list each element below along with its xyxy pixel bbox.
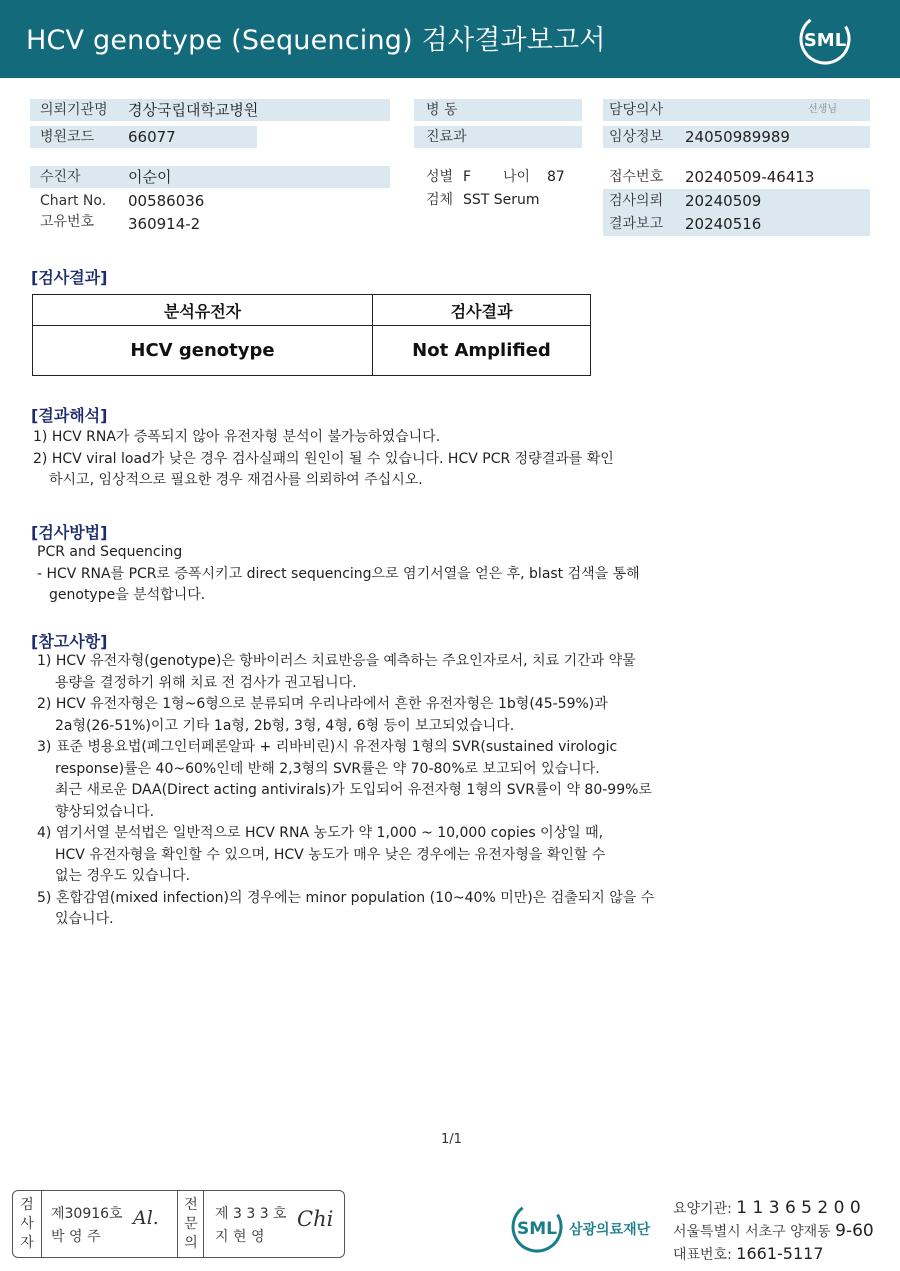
hospital-code-label: 병원코드 [40,129,95,145]
specimen-label: 검체 [426,192,454,208]
receipt-label: 접수번호 [609,169,664,185]
signature-box [12,1190,345,1258]
uid-value: 360914-2 [128,215,201,233]
tester-label-char: 사 [20,1216,34,1232]
sig-divider [203,1191,204,1257]
request-label: 검사의뢰 [609,193,664,209]
patient-value: 이순이 [128,168,172,186]
col-result-header: 검사결과 [373,295,591,326]
notes-line: 있습니다. [55,911,114,927]
sex-label: 성별 [426,169,454,185]
notes-line: response)률은 40~60%인데 반해 2,3형의 SVR률은 약 70-80%로 보고되어 있습니다. [55,760,600,777]
page-number: 1/1 [441,1132,462,1147]
phone-value: 1661-5117 [736,1244,824,1263]
org-name: 삼광의료재단 [569,1222,651,1238]
svg-text:SML: SML [803,30,847,51]
results-header-row [33,295,591,326]
interpretation-line: 하시고, 임상적으로 필요한 경우 재검사를 의뢰하여 주십시오. [49,472,423,488]
institution-label: 의뢰기관명 [40,102,108,118]
dept-label: 진료과 [426,129,467,145]
notes-line: 향상되었습니다. [55,803,155,820]
notes-line: 5) 혼합감염(mixed infection)의 경우에는 minor population (10~40% 미만)은 검출되지 않을 수 [37,889,655,906]
code-label: 요양기관: [673,1201,732,1217]
address [673,1221,874,1241]
method-heading: [검사방법] [31,523,108,542]
receipt-value: 20240509-46413 [685,168,815,186]
method-line: - HCV RNA를 PCR로 증폭시키고 direct sequencing으로 염기서열을 얻은 후, blast 검색을 통해 [37,565,640,582]
notes-heading: [참고사항] [31,632,108,651]
address-number: 9-60 [835,1221,874,1241]
specimen-value: SST Serum [463,192,540,208]
report-header [0,0,900,78]
clinical-value: 24050989989 [685,128,790,146]
report-date-label: 결과보고 [609,216,664,232]
doctor-label: 담당의사 [609,102,664,118]
tester-label-char: 검 [20,1197,34,1213]
notes-line: 2) HCV 유전자형은 1형~6형으로 분류되며 우리나라에서 흔한 유전자형은 1b형(45-59%)과 [37,696,608,712]
notes-line: 1) HCV 유전자형(genotype)은 항바이러스 치료반응을 예측하는 주요인자로서, 치료 기간과 약물 [37,653,636,669]
notes-line: 4) 염기서열 분석법은 일반적으로 HCV RNA 농도가 약 1,000 ~ 10,000 copies 이상일 때, [37,825,604,841]
hospital-code-value: 66077 [128,128,176,146]
notes-line: 최근 새로운 DAA(Direct acting antivirals)가 도입되어 유전자형 1형의 SVR률이 약 80-99%로 [55,782,652,798]
results-row [33,326,591,376]
notes-line: HCV 유전자형을 확인할 수 있으며, HCV 농도가 매우 낮은 경우에는 유전자형을 확인할 수 [55,846,606,863]
notes-line: 3) 표준 병용요법(페그인터페론알파 + 리바비린)시 유전자형 1형의 SVR(sustained virologic [37,739,618,755]
svg-text:SML: SML [517,1219,557,1239]
tester-label [17,1196,37,1253]
sig-divider [41,1191,42,1257]
result-cell: Not Amplified [373,326,591,376]
col-gene-header: 분석유전자 [33,295,373,326]
specialist-label [181,1196,201,1253]
interpretation-line: 2) HCV viral load가 낮은 경우 검사실패의 원인이 될 수 있습니다. HCV PCR 정량결과를 확인 [33,450,614,467]
gene-cell: HCV genotype [33,326,373,376]
age-label: 나이 [503,169,531,185]
chart-label: Chart No. [40,193,107,209]
specialist-label-char: 문 [184,1216,198,1232]
sig-divider [177,1191,178,1257]
phone-label: 대표번호: [673,1247,732,1263]
sml-footer-logo [510,1200,565,1255]
notes-line: 용량을 결정하기 위해 치료 전 검사가 권고됩니다. [55,674,357,691]
age-value: 87 [547,169,565,185]
specialist-label-char: 의 [184,1235,198,1251]
specialist-name: 지 현 영 [215,1229,265,1245]
phone [673,1244,824,1264]
sml-logo [798,12,852,66]
specialist-label-char: 전 [184,1197,198,1213]
uid-label: 고유번호 [40,214,95,230]
tester-signature: Al. [133,1207,159,1229]
interpretation-line: 1) HCV RNA가 증폭되지 않아 유전자형 분석이 불가능하였습니다. [33,429,441,445]
chart-value: 00586036 [128,192,205,210]
notes-line: 없는 경우도 있습니다. [55,868,191,884]
method-line: genotype을 분석합니다. [49,587,206,603]
sex-value: F [463,169,472,185]
interpretation-heading: [결과해석] [31,406,108,425]
tester-number: 제30916호 [51,1206,123,1222]
request-value: 20240509 [685,192,762,210]
doctor-suffix: 선생님 [808,104,837,115]
results-table [32,294,591,376]
clinical-label: 임상정보 [609,129,664,145]
patient-bar [30,166,390,188]
tester-label-char: 자 [20,1235,34,1251]
method-line: PCR and Sequencing [37,544,183,560]
tester-name: 박 영 주 [51,1229,101,1245]
results-heading: [검사결과] [31,268,108,287]
code-value: 1 1 3 6 5 2 0 0 [736,1198,861,1218]
specialist-signature: Chi [297,1207,334,1231]
specialist-number: 제 3 3 3 호 [215,1206,287,1222]
interpretation-text [33,427,614,492]
notes-text [37,651,654,931]
address-text: 서울특별시 서초구 양재동 [673,1224,831,1240]
institution-code [673,1198,861,1218]
method-text [37,542,640,607]
patient-label: 수진자 [40,169,81,185]
report-date-value: 20240516 [685,215,762,233]
report-title: HCV genotype (Sequencing) 검사결과보고서 [26,25,606,56]
ward-label: 병 동 [426,102,458,118]
notes-line: 2a형(26-51%)이고 기타 1a형, 2b형, 3형, 4형, 6형 등이 보고되었습니다. [55,717,515,734]
institution-value: 경상국립대학교병원 [128,101,259,119]
